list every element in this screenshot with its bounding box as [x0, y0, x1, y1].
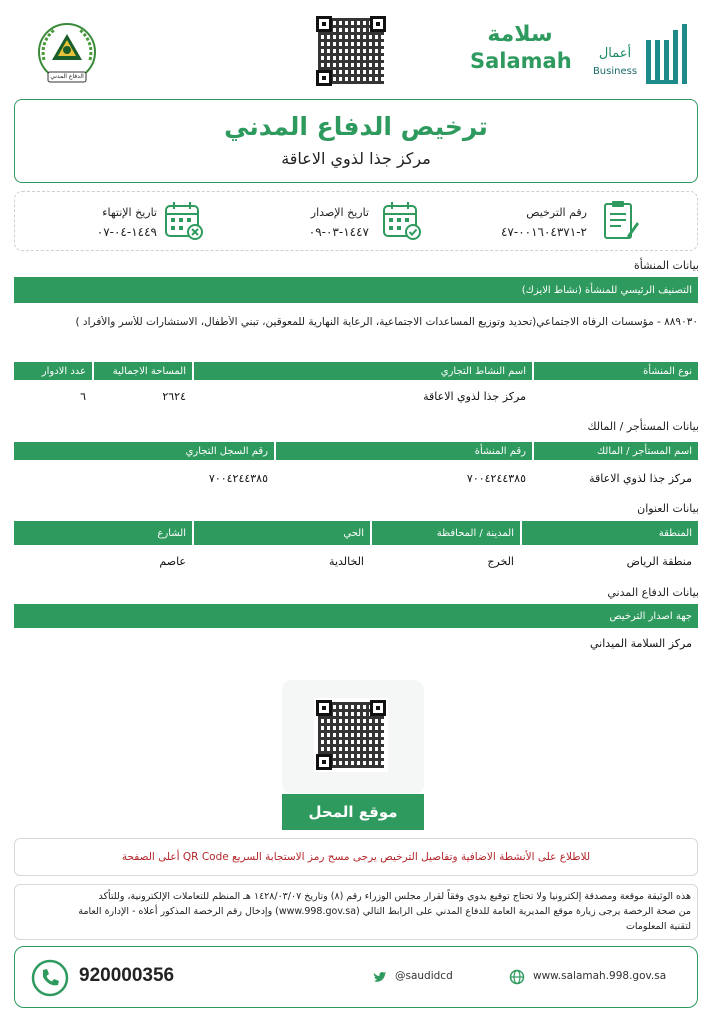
location-button[interactable]: موقع المحل: [282, 794, 424, 830]
col-region: المنطقة: [520, 521, 698, 545]
col-activity-name: اسم النشاط التجاري: [192, 362, 532, 380]
globe-icon: [509, 969, 525, 985]
col-issuing-authority: جهة اصدار الترخيص: [609, 610, 692, 622]
expiry-date-value: ١٤٤٩-٠٤-٠٧: [96, 225, 157, 239]
legal-box: [14, 884, 698, 940]
classification-value: ٨٨٩٠٣٠ - مؤسسات الرفاه الاجتماعي(تحديد وتوزيع المساعدات الاجتماعية، الرعاية النهارية للمعوقين، تبني الأطفال، الاستشارات للأسر والأفراد ): [75, 316, 698, 328]
calendar-check-icon: [381, 200, 423, 242]
legal-line-3: لتقنية المعلومات: [625, 921, 691, 932]
qr-notice-box: [14, 838, 698, 876]
civil-defense-table-header: [14, 604, 698, 628]
salamah-logo: [470, 22, 570, 86]
facility-type-value: [532, 390, 698, 403]
salamah-en: Salamah: [470, 49, 572, 73]
license-info-box: [14, 191, 698, 251]
classification-header: [14, 277, 698, 303]
salamah-ar: سلامة: [487, 22, 553, 47]
business-en: Business: [592, 66, 638, 77]
facility-no-value: ٧٠٠٤٢٤٤٣٨٥: [466, 472, 526, 485]
qr-notice-text: للاطلاع على الأنشطة الاضافية وتفاصيل الترخيص يرجى مسح رمز الاستجابة السريع QR Code أعلى الصفحة: [121, 851, 591, 863]
phone-number[interactable]: 920000356: [79, 965, 175, 986]
facility-table-header: [14, 362, 698, 380]
twitter-handle[interactable]: @saudidcd: [395, 970, 453, 982]
license-no-label: رقم الترخيص: [526, 206, 587, 219]
owner-table-row: [14, 472, 698, 485]
business-logo: [584, 22, 694, 86]
col-cr-no: رقم السجل التجاري: [185, 445, 268, 457]
col-city: المدينة / المحافظة: [370, 521, 520, 545]
col-district: الحي: [192, 521, 370, 545]
location-qr-code[interactable]: [314, 698, 388, 772]
city-value: الخرج: [487, 555, 514, 568]
col-owner-name: اسم المستأجر / المالك: [532, 442, 698, 460]
col-facility-no: رقم المنشأة: [274, 442, 532, 460]
legal-line-2: من صحة الرخصة يرجى زيارة موقع المديرية العامة للدفاع المدني على الرابط التالي (www.998.gov.sa) وإدخال رقم الرخصة المذكور أعلاه - الإدارة العامة: [78, 906, 691, 917]
page-subtitle: مركز جذا لذوي الاعاقة: [281, 149, 431, 168]
civil-defense-emblem: [34, 20, 100, 88]
business-ar: أعمال: [598, 46, 632, 61]
col-total-area: المساحة الاجمالية: [92, 362, 192, 380]
address-table-row: [14, 555, 698, 568]
civil-defense-section-title: بيانات الدفاع المدني: [607, 586, 699, 599]
civil-defense-table-row: [14, 637, 698, 650]
footer-bar: [14, 946, 698, 1008]
twitter-icon: [373, 970, 387, 984]
issue-date-label: تاريخ الإصدار: [310, 206, 369, 219]
owner-section-title: بيانات المستأجر / المالك: [587, 420, 699, 433]
license-no-value: ٢-٠٠١٦٠٤٣٧١-٤٧: [500, 225, 587, 239]
owner-table-header: [14, 442, 698, 460]
col-floors: عدد الادوار: [41, 365, 86, 377]
issue-date-value: ١٤٤٧-٠٣-٠٩: [308, 225, 369, 239]
title-box: [14, 99, 698, 183]
calendar-x-icon: [163, 200, 205, 242]
license-doc-icon: [601, 200, 641, 242]
page-title: ترخيص الدفاع المدني: [224, 112, 488, 141]
facility-table-row: [14, 390, 698, 403]
region-value: منطقة الرياض: [626, 555, 692, 568]
floors-value: ٦: [80, 390, 86, 403]
business-mark-icon: [644, 22, 688, 86]
activity-name-value: مركز جذا لذوي الاعاقة: [423, 390, 526, 403]
legal-line-1: هذه الوثيقة موقعة ومصدقة إلكترونيا ولا تحتاج توقيع يدوي وفقاً لقرار مجلس الوزراء رقم (٨) وتاريخ ١٤٢٨/٠٣/٠٧ هـ المنظم للتعاملات الإلكترونية، وللتأكد: [98, 891, 691, 902]
website-link[interactable]: www.salamah.998.gov.sa: [533, 970, 667, 982]
facility-section-title: بيانات المنشأة: [633, 259, 699, 272]
cr-no-value: ٧٠٠٤٢٤٤٣٨٥: [208, 472, 268, 485]
emblem-text: الدفاع المدني: [50, 73, 84, 80]
address-section-title: بيانات العنوان: [637, 502, 699, 515]
phone-icon: [31, 959, 69, 997]
classification-label: التصنيف الرئيسي للمنشأة (نشاط الايزك): [521, 284, 692, 296]
issuing-authority-value: مركز السلامة الميداني: [590, 637, 692, 650]
header-qr-code: [314, 14, 388, 88]
col-facility-type: نوع المنشأة: [532, 362, 698, 380]
address-table-header: [14, 521, 698, 545]
col-street: الشارع: [157, 527, 186, 539]
owner-name-value: مركز جذا لذوي الاعاقة: [589, 472, 692, 485]
expiry-date-label: تاريخ الإنتهاء: [102, 206, 157, 219]
total-area-value: ٢٦٢٤: [162, 390, 186, 403]
district-value: الخالدية: [329, 555, 364, 568]
street-value: عاصم: [159, 555, 186, 568]
